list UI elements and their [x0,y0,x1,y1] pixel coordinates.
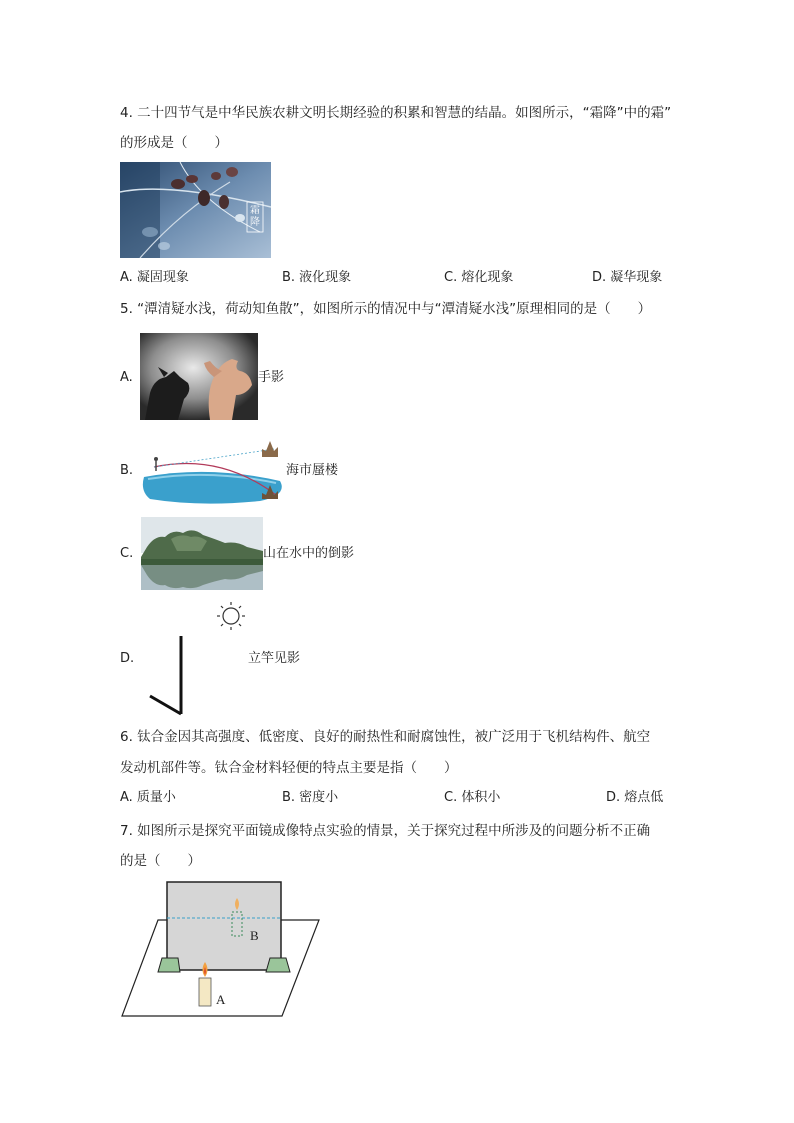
q4-option-c: C. 熔化现象 [444,270,514,285]
plane-mirror-experiment-diagram [120,878,322,1018]
q6-option-d: D. 熔点低 [606,790,664,805]
mountain-reflection-illustration [141,517,263,590]
mirage-illustration [140,437,285,505]
q4-option-a: A. 凝固现象 [120,270,189,285]
q6-stem-line1: 6. 钛合金因其高强度、低密度、良好的耐热性和耐腐蚀性，被广泛用于飞机结构件、航空 [120,729,651,745]
q7-stem-line2: 的是（ ） [120,853,201,869]
pole-shadow-illustration [138,600,250,718]
q5-option-c-caption: 山在水中的倒影 [263,546,355,561]
q5-option-b-caption: 海市蜃楼 [286,463,339,478]
q5-option-d-caption: 立竿见影 [248,651,301,666]
q5-option-d-letter: D. [120,651,135,666]
q7-stem-line1: 7. 如图所示是探究平面镜成像特点实验的情景，关于探究过程中所涉及的问题分析不正确 [120,823,651,839]
q5-option-b-letter: B. [120,463,134,478]
q5-option-a-letter: A. [120,370,133,385]
mirage-diagram [140,437,285,505]
q6-stem-line2: 发动机部件等。钛合金材料轻便的特点主要是指（ ） [120,760,458,776]
q5-option-a-caption: 手影 [258,370,285,385]
q6-option-c: C. 体积小 [444,790,501,805]
q4-option-d: D. 凝华现象 [592,270,663,285]
q5-option-c-letter: C. [120,546,134,561]
q4-option-b: B. 液化现象 [282,270,352,285]
sun-icon [217,602,245,630]
q6-option-a: A. 质量小 [120,790,176,805]
q6-option-b: B. 密度小 [282,790,339,805]
frost-image-caption: 霜降 [250,205,260,228]
q4-stem-line2: 的形成是（ ） [120,135,228,151]
frost-image [120,162,271,258]
candle-a-label: A [216,992,226,1007]
hand-shadow-illustration [140,333,258,420]
hand-shadow-image [140,333,258,420]
pole-shadow-diagram [138,600,250,718]
mountain-reflection-image [141,517,263,590]
candle-b-label: B [250,928,259,943]
q4-stem-line1: 4. 二十四节气是中华民族农耕文明长期经验的积累和智慧的结晶。如图所示，“霜降”中的霜” [120,105,672,121]
q5-stem-line1: 5. “潭清疑水浅，荷动知鱼散”，如图所示的情况中与“潭清疑水浅”原理相同的是（ ） [120,301,652,317]
